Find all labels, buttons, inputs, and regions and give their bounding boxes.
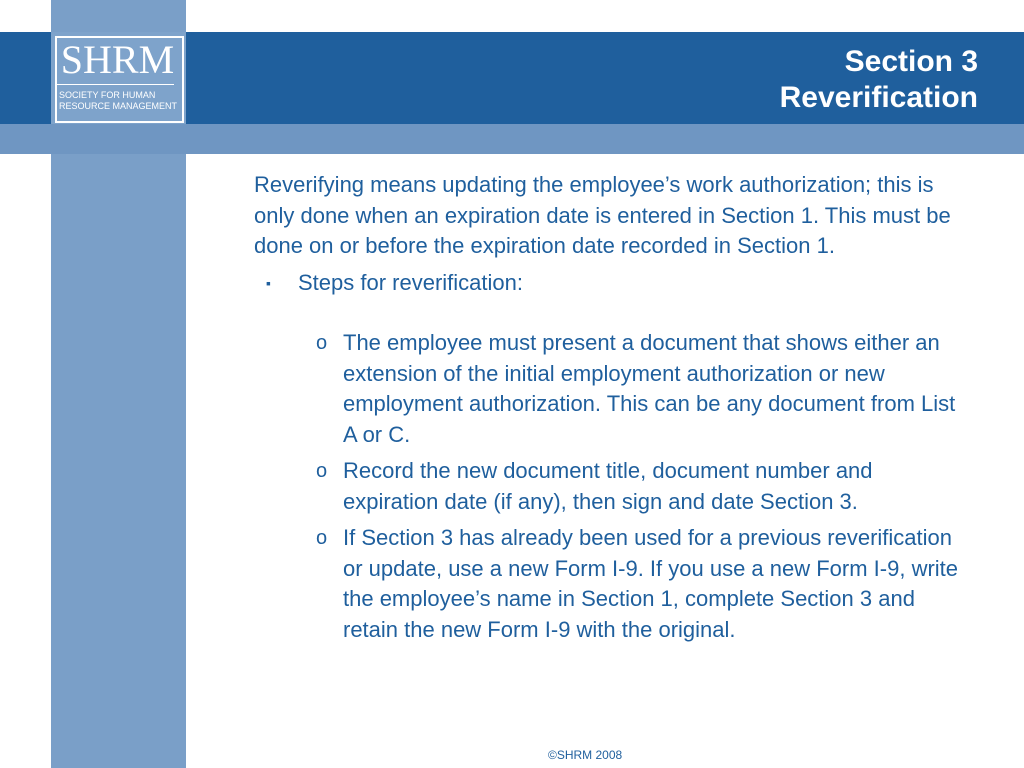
- bullet-text: Steps for reverification:: [298, 269, 523, 295]
- logo-subtitle: [59, 90, 179, 112]
- sub-item-text: The employee must present a document that shows either an extension of the initial employment authorization or new employment authorization. This can be any document from List A or C.: [343, 330, 956, 447]
- slide-content: [254, 170, 984, 645]
- header-sub-bar: [0, 124, 1024, 154]
- logo-subtitle-line1: SOCIETY FOR HUMAN: [59, 90, 156, 100]
- logo-subtitle-line2: RESOURCE MANAGEMENT: [59, 101, 178, 111]
- sub-item-text: Record the new document title, document number and expiration date (if any), then sign and date Section 3.: [343, 458, 873, 514]
- sub-item-text: If Section 3 has already been used for a previous reverification or update, use a new Form I-9. If you use a new Form I-9, write the employee’s name in Section 1, complete Section 3 and retain the new Form I-9 with the original.: [343, 525, 959, 642]
- slide-title-line2: Reverification: [779, 81, 978, 114]
- circle-bullet-icon: o: [316, 527, 328, 549]
- footer-copyright: ©SHRM 2008: [548, 748, 623, 762]
- sub-list-item: [254, 456, 963, 517]
- logo-rule: [57, 84, 174, 85]
- square-bullet-icon: ▪: [266, 274, 271, 291]
- trademark-mark: ™: [188, 32, 195, 39]
- sub-list-item: [254, 523, 963, 645]
- slide-title-line1: Section 3: [844, 45, 978, 78]
- sub-list-item: [254, 328, 963, 450]
- logo-mark: SHRM: [60, 37, 175, 82]
- shrm-logo: [51, 32, 186, 124]
- circle-bullet-icon: o: [316, 460, 328, 482]
- intro-paragraph: Reverifying means updating the employee’s work authorization; this is only done when an expiration date is entered in Section 1. This must be done on or before the expiration date recorded in Section 1.: [254, 172, 951, 258]
- bullet-item: [254, 268, 984, 299]
- slide-title: [478, 44, 978, 116]
- circle-bullet-icon: o: [316, 332, 328, 354]
